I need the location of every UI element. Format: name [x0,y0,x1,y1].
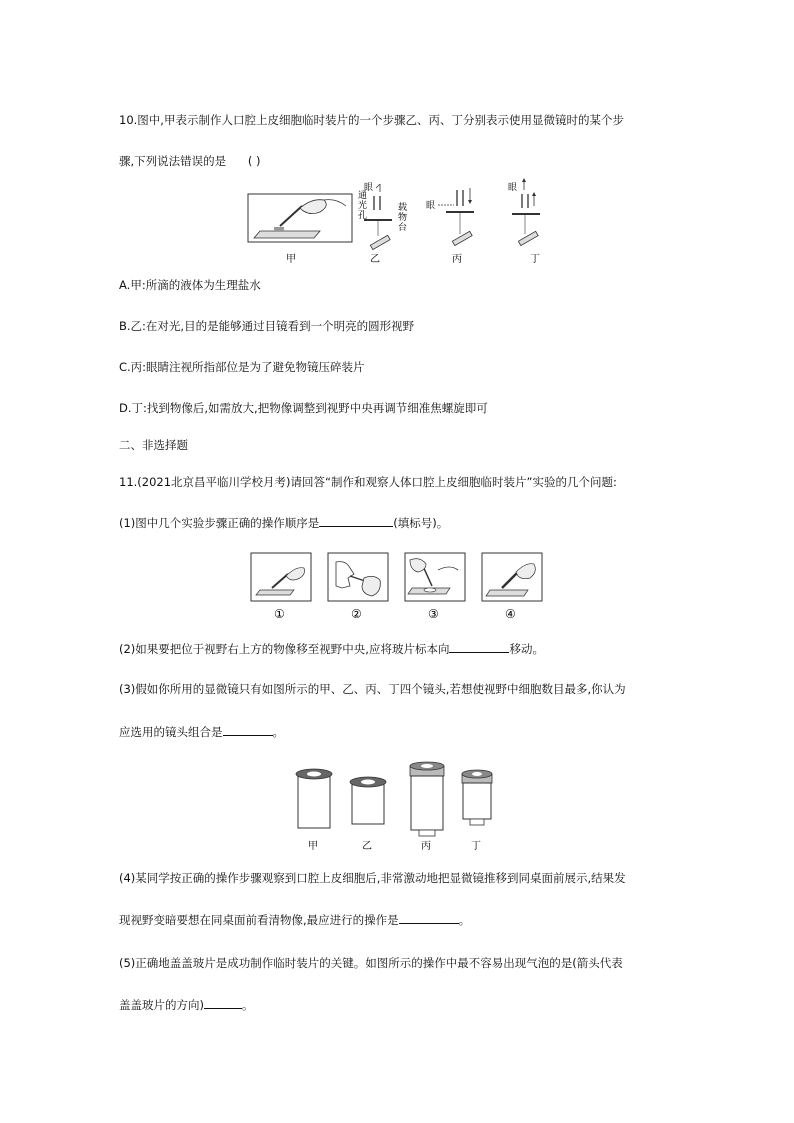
aperture-label-1: 通 [358,191,368,201]
q11-part5-line1: (5)正确地盖盖玻片是成功制作临时装片的关键。如图所示的操作中最不容易出现气泡的是(箭头代表 [119,956,623,970]
q10-stem-end: 骤,下列说法错误的是 [119,154,227,168]
option-b: B.乙:在对光,目的是能够通过目镜看到一个明亮的圆形视野 [119,319,415,333]
option-a: A.甲:所滴的液体为生理盐水 [119,278,261,292]
fig-ding-raise-objective [508,178,540,246]
aperture-label-3: 孔 [358,211,368,221]
lens-jia [296,769,332,828]
step-2-image [328,553,388,601]
fig-label-jia: 甲 [286,254,296,265]
lens-bing [410,762,444,836]
q11-intro: 11.(2021北京昌平临川学校月考)请回答“制作和观察人体口腔上皮细胞临时装片”实验的几个问题: [119,475,617,489]
step-label-1: ① [274,607,285,621]
lens-label-yi: 乙 [362,841,372,852]
fig-label-yi: 乙 [370,254,380,265]
fig-yi-light-adjust [358,182,407,250]
fig-label-ding: 丁 [530,254,540,265]
stage-label-1: 载 [398,203,408,213]
part2-tail: 移动。 [509,642,544,656]
part1-blank [319,514,393,527]
q10-line2 [119,153,260,169]
part3-blank [223,723,273,736]
stage-label-2: 物 [398,213,408,223]
part4-blank [399,911,459,924]
part5-text: 盖盖玻片的方向) [119,998,204,1012]
q11-part4-line1: (4)某同学按正确的操作步骤观察到口腔上皮细胞后,非常激动地把显微镜推移到同桌面前展示,结果发 [119,871,626,885]
step-3-image [405,553,465,601]
part3-text: 应选用的镜头组合是 [119,725,223,739]
q10-figure [240,176,570,268]
step-label-2: ② [351,607,362,621]
q11-part3-line2 [119,723,284,740]
q10-line1: 10.图中,甲表示制作人口腔上皮细胞临时装片的一个步骤乙、丙、丁分别表示使用显微镜时的某个步 [119,113,624,127]
steps-figure [250,552,546,624]
option-c: C.丙:眼睛注视所指部位是为了避免物镜压碎装片 [119,360,365,374]
lens-ding [462,770,492,825]
stage-label-3: 台 [398,223,408,233]
lens-label-bing: 丙 [421,841,431,852]
section-heading: 二、非选择题 [119,438,188,452]
step-label-3: ③ [428,607,439,621]
fig-bing-lower-objective [426,188,474,246]
lens-label-ding: 丁 [471,841,481,852]
q11-part3-line1: (3)假如你所用的显微镜只有如图所示的甲、乙、丙、丁四个镜头,若想使视野中细胞数目最多,你认为 [119,682,626,696]
q11-part1 [119,514,448,531]
part1-tail: (填标号)。 [393,516,449,530]
part4-period: 。 [458,913,471,927]
step-1-image [251,553,311,601]
fig-jia-dropper [248,194,352,242]
part5-blank [204,996,242,1009]
lens-label-jia: 甲 [308,841,318,852]
q11-part5-line2 [119,996,254,1013]
part2-text: (2)如果要把位于视野右上方的物像移至视野中央,应将玻片标本向 [119,642,450,656]
part4-text: 现视野变暗要想在同桌面前看清物像,最应进行的操作是 [119,913,399,927]
eye-label: 眼 [364,183,374,193]
part5-period: 。 [242,998,254,1012]
eye-label-bing: 眼 [426,201,436,211]
q11-part2 [119,640,544,657]
option-d: D.丁:找到物像后,如需放大,把物像调整到视野中央再调节细准焦螺旋即可 [119,401,488,415]
lens-yi [350,777,386,824]
lenses-figure [290,758,510,854]
q11-part4-line2 [119,911,470,928]
part3-period: 。 [272,725,284,739]
step-label-4: ④ [505,607,516,621]
eye-label-ding: 眼 [508,183,518,193]
answer-paren: ( ) [247,154,261,168]
part2-blank [449,640,509,653]
aperture-label-2: 光 [358,201,368,211]
fig-label-bing: 丙 [452,254,462,265]
step-4-image [482,553,542,601]
part1-text: (1)图中几个实验步骤正确的操作顺序是 [119,516,320,530]
